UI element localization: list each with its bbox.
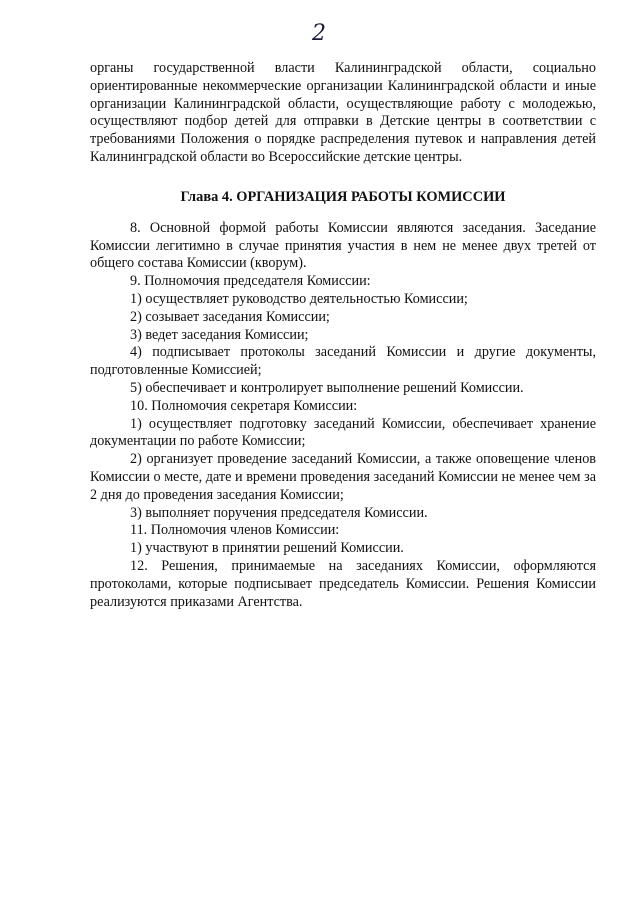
- paragraph-8: 8. Основной формой работы Комиссии являются заседания. Заседание Комиссии легитимно в случае принятия участия в нем не менее двух третей от общего состава Комиссии (кворум).: [90, 219, 596, 272]
- paragraph-10-heading: 10. Полномочия секретаря Комиссии:: [130, 397, 358, 414]
- secretary-item-1: 1) осуществляет подготовку заседаний Комиссии, обеспечивает хранение документации по работе Комиссии;: [90, 415, 596, 450]
- page-number: 2: [312, 21, 326, 46]
- chairman-item-2: 2) созывает заседания Комиссии;: [130, 308, 330, 325]
- paragraph-9-heading: 9. Полномочия председателя Комиссии:: [130, 273, 371, 290]
- chairman-item-1: 1) осуществляет руководство деятельностью Комиссии;: [130, 290, 468, 307]
- chairman-item-4: 4) подписывает протоколы заседаний Комиссии и другие документы, подготовленные Комиссией;: [90, 344, 596, 379]
- paragraph-11-heading: 11. Полномочия членов Комиссии:: [130, 522, 340, 539]
- intro-paragraph: органы государственной власти Калининградской области, социально ориентированные некоммерческие организации Калининградской области и иные организации Калининградской области, осуществляющие работу с молодежью, осуществляют подбор детей для отправки в Детские центры в соответствии с требованиями Положения о порядке распределения путевок и направления детей Калининградской области во Всероссийские детские центры.: [90, 60, 596, 165]
- paragraph-12: 12. Решения, принимаемые на заседаниях Комиссии, оформляются протоколами, которые подписывает председатель Комиссии. Решения Комиссии реализуются приказами Агентства.: [90, 557, 596, 610]
- chairman-item-3: 3) ведет заседания Комиссии;: [130, 326, 309, 343]
- secretary-item-2: 2) организует проведение заседаний Комиссии, а также оповещение членов Комиссии о месте, дате и времени проведения заседаний Комиссии не менее чем за 2 дня до проведения заседания Комиссии;: [90, 451, 596, 503]
- members-item-1: 1) участвуют в принятии решений Комиссии.: [130, 540, 404, 557]
- chapter-heading: Глава 4. ОРГАНИЗАЦИЯ РАБОТЫ КОМИССИИ: [180, 188, 506, 205]
- document-body: [90, 60, 596, 611]
- secretary-item-3: 3) выполняет поручения председателя Комиссии.: [130, 504, 428, 521]
- chairman-item-5: 5) обеспечивает и контролирует выполнение решений Комиссии.: [130, 379, 524, 396]
